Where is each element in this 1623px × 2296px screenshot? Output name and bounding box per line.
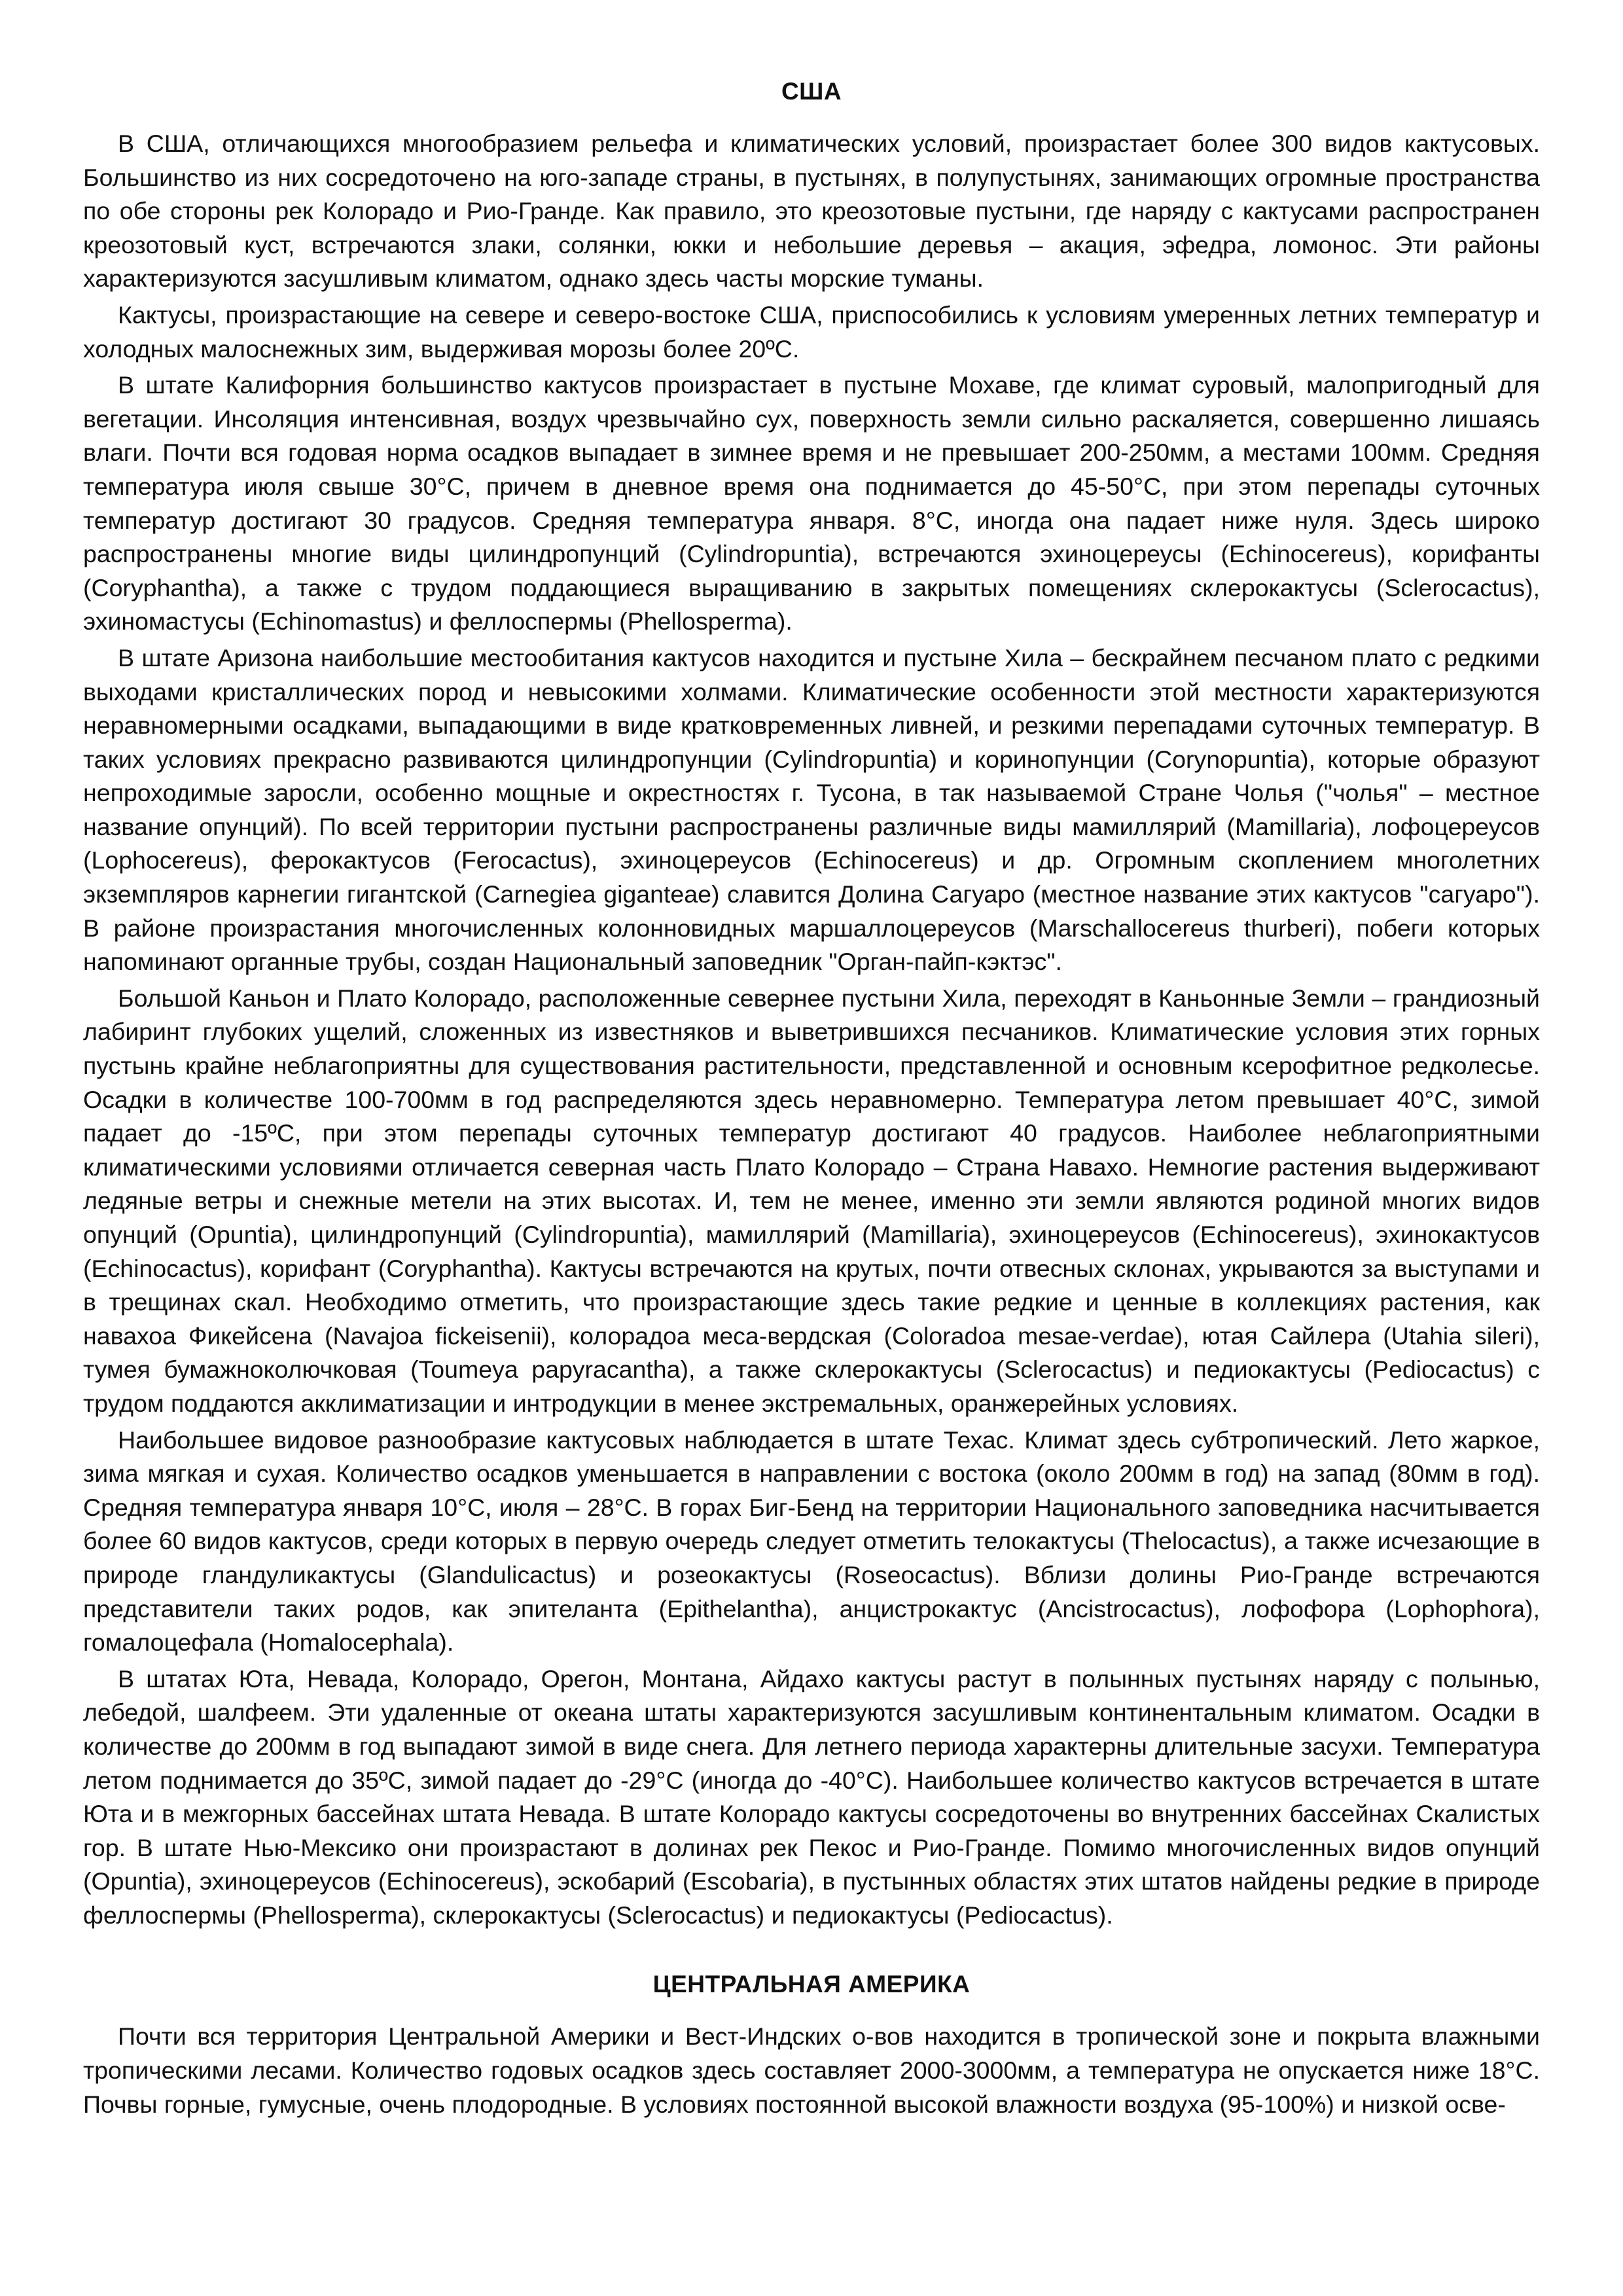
document-page	[83, 77, 1540, 2124]
section-central-america-body	[83, 2020, 1540, 2121]
paragraph: В штате Аризона наибольшие местообитания кактусов находится и пустыне Хила – бескрайнем песчаном плато с редкими выходами кристаллических пород и невысокими холмами. Климатические особенности этой местности характеризуются неравномерными осадками, выпадающими в виде кратковременных ливней, и резкими перепадами суточных температур. В таких условиях прекрасно развиваются цилиндропунции (Cylindropuntia) и коринопунции (Corynopuntia), которые образуют непроходимые заросли, особенно мощные и окрестностях г. Тусона, в так называемой Стране Чолья ("чолья" – местное название опунций). По всей территории пустыни распространены различные виды мамиллярий (Mamillaria), лофоцереусов (Lophocereus), ферокактусов (Ferocactus), эхиноцереусов (Echinocereus) и др. Огромным скоплением многолетних экземпляров карнегии гигантской (Carnegiea giganteae) славится Долина Сагуаро (местное название этих кактусов "сагуаро"). В районе произрастания многочисленных колонновидных маршаллоцереусов (Marschallocereus thurberi), побеги которых напоминают органные трубы, создан Национальный заповедник "Орган-пайп-кэктэс".	[83, 643, 1540, 976]
section-title-usa: США	[781, 78, 842, 105]
paragraph: В штате Калифорния большинство кактусов произрастает в пустыне Мохаве, где климат суровый, малопригодный для вегетации. Инсоляция интенсивная, воздух чрезвычайно сух, поверхность земли сильно раскаляется, совершенно лишаясь влаги. Почти вся годовая норма осадков выпадает в зимнее время и не превышает 200-250мм, а местами 100мм. Средняя температура июля свыше 30°С, причем в дневное время она поднимается до 45-50°С, при этом перепады суточных температур достигают 30 градусов. Средняя температура января. 8°С, иногда она падает ниже нуля. Здесь широко распространены многие виды цилиндропунций (Cylindropuntia), встречаются эхиноцереусы (Echinocereus), корифанты (Coryphantha), а также с трудом поддающиеся выращиванию в закрытых помещениях склерокактусы (Sclerocactus), эхиномастусы (Echinomastus) и феллоспермы (Phellosperma).	[83, 371, 1540, 636]
paragraph: Почти вся территория Центральной Америки и Вест-Индских о-вов находится в тропической зоне и покрыта влажными тропическими лесами. Количество годовых осадков здесь составляет 2000-3000мм, а температура не опускается ниже 18°С. Почвы горные, гумусные, очень плодородные. В условиях постоянной высокой влажности воздуха (95-100%) и низкой осве-	[83, 2022, 1540, 2118]
paragraph: Наибольшее видовое разнообразие кактусовых наблюдается в штате Техас. Климат здесь субтропический. Лето жаркое, зима мягкая и сухая. Количество осадков уменьшается в направлении с востока (около 200мм в год) на запад (80мм в год). Средняя температура января 10°С, июля – 28°С. В горах Биг-Бенд на территории Национального заповедника насчитывается более 60 видов кактусов, среди которых в первую очередь следует отметить телокактусы (Thelocactus), а также исчезающие в природе гландуликактусы (Glandulicactus) и розеокактусы (Roseocactus). Вблизи долины Рио-Гранде встречаются представители таких родов, как эпителанта (Epithelantha), анцистрокактус (Ancistrocactus), лофофора (Lophophora), гомалоцефала (Homalocephala).	[83, 1426, 1540, 1657]
paragraph: В США, отличающихся многообразием рельефа и климатических условий, произрастает более 300 видов кактусовых. Большинство из них сосредоточено на юго-западе страны, в пустынях, в полупустынях, занимающих огромные пространства по обе стороны рек Колорадо и Рио-Гранде. Как правило, это креозотовые пустыни, где наряду с кактусами распространен креозотовый куст, встречаются злаки, солянки, юкки и небольшие деревья – акация, эфедра, ломонос. Эти районы характеризуются засушливым климатом, однако здесь часты морские туманы.	[83, 130, 1540, 293]
section-title-central-america: ЦЕНТРАЛЬНАЯ АМЕРИКА	[652, 1971, 971, 1998]
paragraph: В штатах Юта, Невада, Колорадо, Орегон, Монтана, Айдахо кактусы растут в полынных пустынях наряду с полынью, лебедой, шалфеем. Эти удаленные от океана штаты характеризуются засушливым континентальным климатом. Осадки в количестве до 200мм в год выпадают зимой в виде снега. Для летнего периода характерны длительные засухи. Температура летом поднимается до 35ºС, зимой падает до -29°С (иногда до -40°С). Наибольшее количество кактусов встречается в штате Юта и в межгорных бассейнах штата Невада. В штате Колорадо кактусы сосредоточены во внутренних бассейнах Скалистых гор. В штате Нью-Мексико они произрастают в долинах рек Пекос и Рио-Гранде. Помимо многочисленных видов опунций (Opuntia), эхиноцереусов (Echinocereus), эскобарий (Escobaria), в пустынных областях этих штатов найдены редкие в природе феллоспермы (Phellosperma), склерокактусы (Sclerocactus) и педиокактусы (Pediocactus).	[83, 1664, 1540, 1929]
paragraph: Большой Каньон и Плато Колорадо, расположенные севернее пустыни Хила, переходят в Каньонные Земли – грандиозный лабиринт глубоких ущелий, сложенных из известняков и выветрившихся песчаников. Климатические условия этих горных пустынь крайне неблагоприятны для существования растительности, представленной и основным ксерофитное редколесье. Осадки в количестве 100-700мм в год распределяются здесь неравномерно. Температура летом превышает 40°С, зимой падает до -15ºС, при этом перепады суточных температур достигают 40 градусов. Наиболее неблагоприятными климатическими условиями отличается северная часть Плато Колорадо – Страна Навахо. Немногие растения выдерживают ледяные ветры и снежные метели на этих высотах. И, тем не менее, именно эти земли являются родиной многих видов опунций (Opuntia), цилиндропунций (Cylindropuntia), мамиллярий (Mamillaria), эхиноцереусов (Echinocereus), эхинокактусов (Echinocactus), корифант (Coryphantha). Кактусы встречаются на крутых, почти отвесных склонах, укрываются за выступами и в трещинах скал. Необходимо отметить, что произрастающие здесь такие редкие и ценные в коллекциях растения, как навахоа Фикейсена (Navajoa fickeisenii), колорадоа меса-вердская (Coloradoa mesae-verdae), ютая Сайлера (Utahia sileri), тумея бумажноколючковая (Toumeya papyracantha), а также склерокактусы (Sclerocactus) и педиокактусы (Pediocactus) с трудом поддаются акклиматизации и интродукции в менее экстремальных, оранжерейных условиях.	[83, 984, 1540, 1417]
paragraph: Кактусы, произрастающие на севере и северо-востоке США, приспособились к условиям умеренных летних температур и холодных малоснежных зим, выдерживая морозы более 20ºС.	[83, 300, 1540, 363]
section-usa-body	[83, 127, 1540, 1932]
